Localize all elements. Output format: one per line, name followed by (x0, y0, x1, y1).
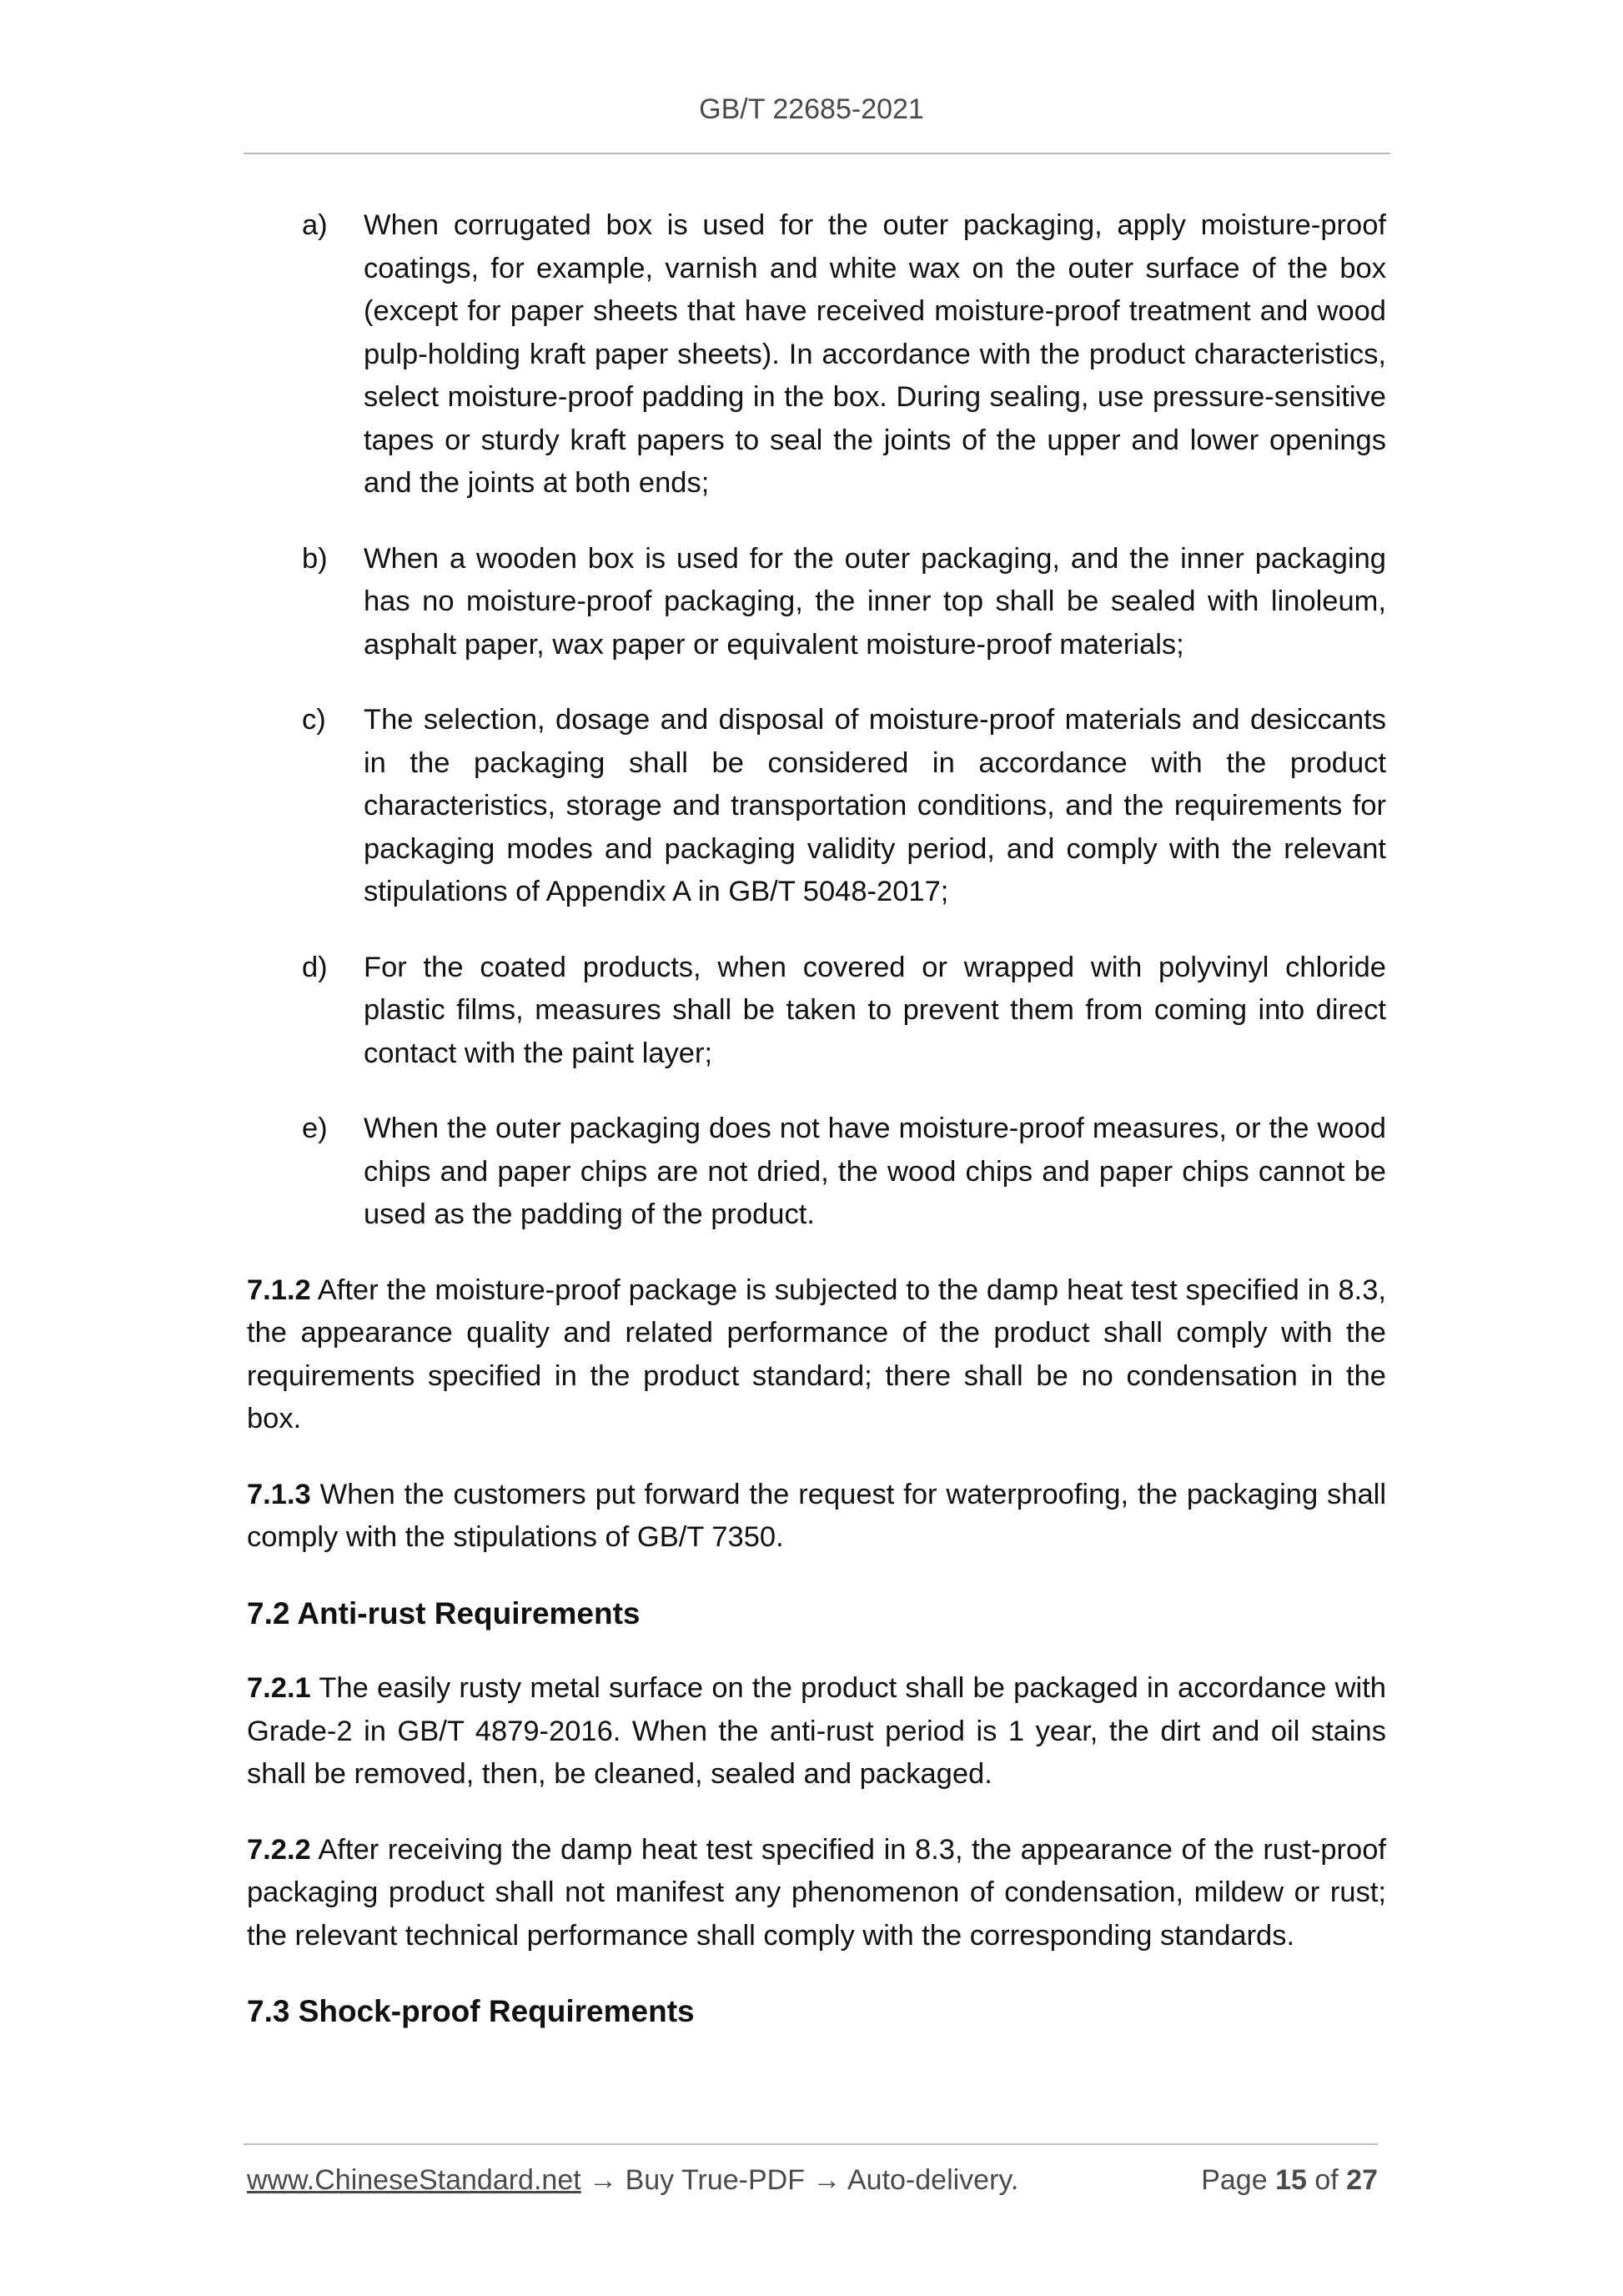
clause-7-2-1 (247, 1667, 1386, 1796)
footer-promo (247, 2164, 1018, 2197)
document-header: GB/T 22685-2021 (699, 93, 924, 125)
list-marker: d) (302, 951, 328, 983)
clause-7-1-2 (247, 1269, 1386, 1441)
clause-number: 7.2.2 (247, 1833, 311, 1866)
list-item-text: For the coated products, when covered or wrapped with polyvinyl chloride plastic films, measures shall be taken to prevent them from coming into direct contact with the paint layer; (364, 951, 1386, 1069)
clause-number: 7.1.3 (247, 1478, 311, 1510)
clause-number: 7.1.2 (247, 1274, 311, 1306)
list-item-text: The selection, dosage and disposal of moisture-proof materials and desiccants in the packaging shall be considered in accordance with the product characteristics, storage and transportation conditions, and the requirements for packaging modes and packaging validity period, and comply with the relevant stipulations of Appendix A in GB/T 5048-2017; (364, 704, 1386, 907)
footer-tagline: → Buy True-PDF → Auto-delivery. (580, 2164, 1019, 2196)
footer-divider (244, 2143, 1378, 2145)
list-marker: e) (302, 1113, 328, 1144)
list-item-c (247, 699, 1386, 914)
page-indicator (1201, 2164, 1378, 2197)
list-item-text: When corrugated box is used for the outer packaging, apply moisture-proof coatings, for example, varnish and white wax on the outer surface of the box (except for paper sheets that have received moisture-proof treatment and wood pulp-holding kraft paper sheets). In accordance with the product characteristics, select moisture-proof padding in the box. During sealing, use pressure-sensitive tapes or sturdy kraft papers to seal the joints of the upper and lower openings and the joints at both ends; (364, 209, 1386, 499)
clause-text: The easily rusty metal surface on the product shall be packaged in accordance with Grade-2 in GB/T 4879-2016. When the anti-rust period is 1 year, the dirt and oil stains shall be removed, then, be cleaned, sealed and packaged. (247, 1672, 1386, 1790)
list-marker: b) (302, 542, 328, 575)
section-heading-7-3: 7.3 Shock-proof Requirements (247, 1994, 695, 2028)
header-divider (244, 153, 1390, 154)
section-heading-7-2: 7.2 Anti-rust Requirements (247, 1595, 641, 1630)
clause-text: After receiving the damp heat test specified in 8.3, the appearance of the rust-proof packaging product shall not manifest any phenomenon of condensation, mildew or rust; the relevant technical performance shall comply with the corresponding standards. (247, 1833, 1386, 1952)
list-item-b (247, 538, 1386, 667)
page-of-label: of (1314, 2164, 1339, 2196)
document-body (247, 204, 1386, 2066)
list-item-a (247, 204, 1386, 505)
clause-7-2-2 (247, 1829, 1386, 1958)
website-link[interactable]: www.ChineseStandard.net (247, 2164, 581, 2196)
list-item-d (247, 947, 1386, 1076)
page-current: 15 (1275, 2164, 1307, 2196)
list-item-text: When a wooden box is used for the outer packaging, and the inner packaging has no moisture-proof packaging, the inner top shall be sealed with linoleum, asphalt paper, wax paper or equivalent moisture-proof materials; (364, 542, 1386, 661)
page-label: Page (1201, 2164, 1268, 2196)
clause-number: 7.2.1 (247, 1672, 311, 1704)
clause-text: When the customers put forward the request for waterproofing, the packaging shall comply with the stipulations of GB/T 7350. (247, 1478, 1386, 1553)
list-marker: c) (302, 704, 326, 736)
list-item-text: When the outer packaging does not have moisture-proof measures, or the wood chips and paper chips are not dried, the wood chips and paper chips cannot be used as the padding of the product. (364, 1113, 1386, 1230)
list-marker: a) (302, 209, 328, 241)
list-item-e (247, 1108, 1386, 1237)
clause-7-1-3 (247, 1474, 1386, 1560)
clause-text: After the moisture-proof package is subjected to the damp heat test specified in 8.3, the appearance quality and related performance of the product shall comply with the requirements specified in the product standard; there shall be no condensation in the box. (247, 1274, 1386, 1434)
page-total: 27 (1346, 2164, 1378, 2196)
